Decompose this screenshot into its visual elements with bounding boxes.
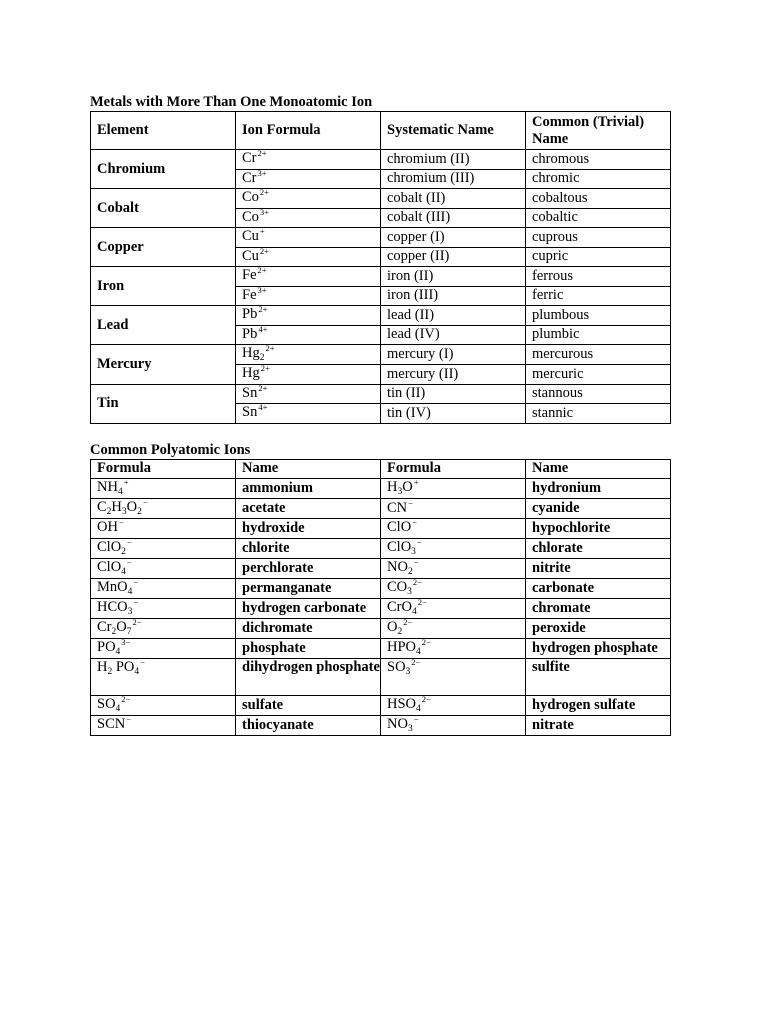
polyatomic-table-body <box>91 479 671 736</box>
formula-subscript: 3 <box>397 487 403 497</box>
formula-subscript: 4 <box>134 666 140 677</box>
ion-symbol: Fe <box>242 286 257 303</box>
common-name-cell: plumbic <box>526 325 671 345</box>
systematic-name-cell: copper (I) <box>381 228 526 248</box>
ion-symbol: Pb <box>242 325 258 342</box>
formula-subscript: 3 <box>407 586 412 597</box>
ion-name-cell: dihydrogen phosphate <box>236 658 381 695</box>
formula-charge: − <box>413 713 419 724</box>
metals-table <box>90 111 671 424</box>
ion-formula-cell <box>236 345 381 365</box>
ion-name-cell: sulfate <box>236 695 381 715</box>
table-row <box>91 345 671 365</box>
ion-symbol: Pb <box>242 306 258 323</box>
formula-symbol: OH <box>97 519 118 536</box>
formula-symbol: ClO <box>387 519 412 536</box>
formula-subscript: 4 <box>127 586 133 597</box>
ion-charge: 4+ <box>258 402 268 413</box>
formula-subscript: 3 <box>411 546 416 557</box>
formula-subscript: 2 <box>106 507 112 517</box>
table-row <box>91 479 671 499</box>
formula-subscript: 4 <box>117 487 123 497</box>
formula-symbol: O <box>402 479 413 495</box>
formula-symbol: H <box>111 499 122 515</box>
formula-subscript: 4 <box>115 703 121 714</box>
ion-charge: 2+ <box>259 245 269 256</box>
formula-subscript: 2 <box>121 546 126 557</box>
formula-symbol: NO <box>387 715 408 732</box>
polyatomic-table <box>90 459 671 736</box>
formula-charge: − <box>118 517 124 528</box>
formula-cell <box>381 578 526 598</box>
formula-cell <box>91 479 236 499</box>
formula-cell <box>381 618 526 638</box>
ion-formula-cell <box>236 365 381 385</box>
ion-formula-cell <box>236 306 381 326</box>
element-cell: Iron <box>91 267 236 306</box>
formula-symbol: MnO <box>97 578 128 595</box>
systematic-name-cell: tin (IV) <box>381 404 526 424</box>
table-row <box>91 558 671 578</box>
formula-charge: 2− <box>421 636 431 647</box>
table-row <box>91 638 671 658</box>
header-name-1: Name <box>236 459 381 479</box>
formula-cell <box>381 519 526 539</box>
ion-name-cell: acetate <box>236 499 381 519</box>
ion-name-cell: chlorate <box>526 538 671 558</box>
ion-charge: 2+ <box>265 343 275 353</box>
ion-formula-cell <box>236 208 381 228</box>
ion-name-cell: dichromate <box>236 618 381 638</box>
common-name-cell: mercuric <box>526 365 671 385</box>
formula-charge: − <box>133 576 139 587</box>
formula-cell <box>91 538 236 558</box>
formula-charge: − <box>140 656 145 667</box>
common-name-cell: chromous <box>526 150 671 170</box>
metals-table-caption: Metals with More Than One Monoatomic Ion <box>90 94 373 110</box>
formula-cell <box>91 695 236 715</box>
table-row <box>91 150 671 170</box>
ion-name-cell: hydronium <box>526 479 671 499</box>
ion-name-cell: hydrogen sulfate <box>526 695 671 715</box>
formula-symbol: H <box>387 479 398 495</box>
formula-subscript: 4 <box>416 646 421 657</box>
common-name-cell: ferric <box>526 286 671 306</box>
header-common-name: Common (Trivial) Name <box>526 112 671 150</box>
formula-cell <box>381 715 526 735</box>
ion-charge: 2+ <box>257 148 267 159</box>
common-name-cell: stannous <box>526 384 671 404</box>
ion-formula-cell <box>236 189 381 209</box>
formula-symbol: HCO <box>97 598 128 615</box>
formula-charge: 2− <box>421 693 431 704</box>
formula-symbol: NH <box>97 479 118 495</box>
formula-subscript: 2 <box>407 566 413 577</box>
formula-cell <box>381 638 526 658</box>
table-row <box>91 306 671 326</box>
systematic-name-cell: cobalt (III) <box>381 208 526 228</box>
formula-subscript: 2 <box>137 507 142 517</box>
table-row <box>91 695 671 715</box>
formula-cell <box>381 499 526 519</box>
formula-subscript: 4 <box>416 703 421 714</box>
formula-symbol: ClO <box>97 558 122 575</box>
formula-symbol: CrO <box>387 598 412 615</box>
formula-subscript: 7 <box>126 626 132 637</box>
ion-name-cell: sulfite <box>526 658 671 695</box>
systematic-name-cell: mercury (II) <box>381 365 526 385</box>
header-element: Element <box>91 112 236 150</box>
formula-charge: 2− <box>403 616 413 627</box>
formula-cell <box>91 618 236 638</box>
common-name-cell: cobaltic <box>526 208 671 228</box>
formula-cell <box>91 715 236 735</box>
ion-name-cell: nitrate <box>526 715 671 735</box>
common-name-cell: chromic <box>526 169 671 189</box>
table-row <box>91 598 671 618</box>
common-name-cell: mercurous <box>526 345 671 365</box>
systematic-name-cell: lead (II) <box>381 306 526 326</box>
ion-formula-cell <box>236 228 381 248</box>
element-cell: Cobalt <box>91 189 236 228</box>
ion-symbol: Cr <box>242 150 257 167</box>
formula-subscript: 3 <box>405 666 411 677</box>
formula-charge: 2− <box>417 596 427 607</box>
systematic-name-cell: iron (III) <box>381 286 526 306</box>
ion-symbol: Cr <box>242 169 257 186</box>
ion-symbol: Co <box>242 208 259 225</box>
formula-symbol: O <box>387 618 398 635</box>
formula-cell <box>381 538 526 558</box>
formula-symbol: SO <box>387 658 406 675</box>
ion-charge: 2+ <box>257 265 267 276</box>
ion-charge: 3+ <box>257 167 267 178</box>
table-row <box>91 658 671 695</box>
ion-formula-cell <box>236 325 381 345</box>
ion-symbol: Hg <box>242 345 260 361</box>
formula-subscript: 3 <box>121 507 127 517</box>
ion-name-cell: cyanide <box>526 499 671 519</box>
element-cell: Tin <box>91 384 236 423</box>
formula-symbol: Cr <box>97 618 112 635</box>
formula-charge: − <box>142 497 148 507</box>
ion-formula-cell <box>236 267 381 287</box>
element-cell: Chromium <box>91 150 236 189</box>
common-name-cell: cobaltous <box>526 189 671 209</box>
ion-symbol: Co <box>242 189 259 206</box>
element-cell: Mercury <box>91 345 236 385</box>
ion-name-cell: nitrite <box>526 558 671 578</box>
formula-cell <box>381 695 526 715</box>
common-name-cell: plumbous <box>526 306 671 326</box>
document-page <box>90 94 670 736</box>
formula-cell <box>91 638 236 658</box>
ion-name-cell: chlorite <box>236 538 381 558</box>
systematic-name-cell: iron (II) <box>381 267 526 287</box>
systematic-name-cell: mercury (I) <box>381 345 526 365</box>
formula-charge: − <box>126 556 132 567</box>
formula-symbol: PO <box>112 658 135 675</box>
ion-charge: + <box>259 226 265 237</box>
ion-name-cell: thiocyanate <box>236 715 381 735</box>
ion-symbol: Cu <box>242 247 259 264</box>
formula-charge: − <box>126 536 132 547</box>
formula-subscript: 2 <box>111 626 117 637</box>
formula-subscript: 3 <box>127 606 133 617</box>
formula-symbol: SCN <box>97 716 126 732</box>
ion-subscript: 2 <box>259 353 265 363</box>
formula-cell <box>381 479 526 499</box>
formula-symbol: PO <box>97 638 116 655</box>
formula-cell <box>381 558 526 578</box>
formula-charge: 2− <box>412 576 422 587</box>
formula-cell <box>91 658 236 695</box>
formula-charge: 3− <box>121 636 131 647</box>
element-cell: Lead <box>91 306 236 345</box>
ion-charge: 2+ <box>259 187 269 198</box>
systematic-name-cell: chromium (II) <box>381 150 526 170</box>
common-name-cell: cupric <box>526 247 671 267</box>
formula-cell <box>381 658 526 695</box>
ion-symbol: Cu <box>242 228 259 245</box>
formula-subscript: 4 <box>121 566 126 577</box>
ion-charge: 3+ <box>259 206 269 217</box>
header-ion-formula: Ion Formula <box>236 112 381 150</box>
formula-symbol: CN <box>387 499 408 516</box>
header-formula-2: Formula <box>381 459 526 479</box>
ion-charge: 3+ <box>257 284 267 295</box>
ion-formula-cell <box>236 150 381 170</box>
header-name-2: Name <box>526 459 671 479</box>
ion-formula-cell <box>236 384 381 404</box>
formula-subscript: 2 <box>397 626 403 637</box>
polyatomic-table-header-row <box>91 459 671 479</box>
systematic-name-cell: lead (IV) <box>381 325 526 345</box>
header-systematic-name: Systematic Name <box>381 112 526 150</box>
formula-charge: − <box>413 556 419 567</box>
ion-formula-cell <box>236 286 381 306</box>
ion-charge: 2+ <box>258 304 268 315</box>
formula-cell <box>91 558 236 578</box>
formula-symbol: C <box>97 499 107 515</box>
ion-name-cell: chromate <box>526 598 671 618</box>
common-name-cell: ferrous <box>526 267 671 287</box>
formula-cell <box>91 598 236 618</box>
element-cell: Copper <box>91 228 236 267</box>
systematic-name-cell: chromium (III) <box>381 169 526 189</box>
polyatomic-table-caption: Common Polyatomic Ions <box>90 441 251 458</box>
systematic-name-cell: copper (II) <box>381 247 526 267</box>
formula-symbol: H <box>97 658 108 675</box>
formula-symbol: SO <box>97 695 116 712</box>
table-row <box>91 384 671 404</box>
formula-charge: − <box>408 497 413 508</box>
ion-name-cell: carbonate <box>526 578 671 598</box>
formula-charge: − <box>133 596 139 607</box>
formula-subscript: 4 <box>411 606 417 617</box>
table-row <box>91 538 671 558</box>
formula-cell <box>381 598 526 618</box>
ion-name-cell: ammonium <box>236 479 381 499</box>
formula-charge: + <box>413 477 419 487</box>
formula-cell <box>91 519 236 539</box>
table-row <box>91 519 671 539</box>
formula-charge: − <box>416 536 422 547</box>
ion-name-cell: peroxide <box>526 618 671 638</box>
systematic-name-cell: cobalt (II) <box>381 189 526 209</box>
formula-symbol: CO <box>387 578 408 595</box>
formula-charge: − <box>126 714 132 724</box>
ion-name-cell: hypochlorite <box>526 519 671 539</box>
formula-symbol: NO <box>387 558 408 575</box>
ion-name-cell: phosphate <box>236 638 381 658</box>
systematic-name-cell: tin (II) <box>381 384 526 404</box>
table-row <box>91 499 671 519</box>
formula-charge: 2− <box>121 693 131 704</box>
ion-symbol: Sn <box>242 404 258 421</box>
ion-name-cell: hydrogen phosphate <box>526 638 671 658</box>
formula-subscript: 3 <box>407 723 413 734</box>
ion-charge: 4+ <box>258 323 268 334</box>
table-row <box>91 715 671 735</box>
ion-charge: 2+ <box>258 382 268 393</box>
ion-formula-cell <box>236 247 381 267</box>
ion-name-cell: hydrogen carbonate <box>236 598 381 618</box>
common-name-cell: cuprous <box>526 228 671 248</box>
formula-cell <box>91 578 236 598</box>
formula-charge: − <box>412 517 417 528</box>
formula-symbol: HSO <box>387 695 417 712</box>
header-formula-1: Formula <box>91 459 236 479</box>
table-row <box>91 189 671 209</box>
formula-subscript: 4 <box>115 646 121 657</box>
formula-subscript: 2 <box>107 666 113 677</box>
common-name-cell: stannic <box>526 404 671 424</box>
ion-symbol: Sn <box>242 384 258 401</box>
table-row <box>91 228 671 248</box>
table-row <box>91 618 671 638</box>
formula-cell <box>91 499 236 519</box>
ion-formula-cell <box>236 404 381 424</box>
metals-table-body <box>91 150 671 424</box>
ion-name-cell: hydroxide <box>236 519 381 539</box>
formula-symbol: ClO <box>97 538 122 555</box>
ion-formula-cell <box>236 169 381 189</box>
formula-charge: + <box>123 477 129 487</box>
ion-charge: 2+ <box>260 363 270 374</box>
formula-charge: 2− <box>132 616 142 627</box>
ion-symbol: Hg <box>242 365 260 382</box>
metals-table-header-row <box>91 112 671 150</box>
ion-name-cell: permanganate <box>236 578 381 598</box>
formula-symbol: HPO <box>387 638 417 655</box>
ion-symbol: Fe <box>242 267 257 284</box>
table-row <box>91 267 671 287</box>
ion-name-cell: perchlorate <box>236 558 381 578</box>
table-row <box>91 578 671 598</box>
formula-charge: 2− <box>411 656 421 667</box>
formula-symbol: O <box>126 499 138 515</box>
formula-symbol: ClO <box>387 538 412 555</box>
formula-symbol: O <box>116 618 127 635</box>
